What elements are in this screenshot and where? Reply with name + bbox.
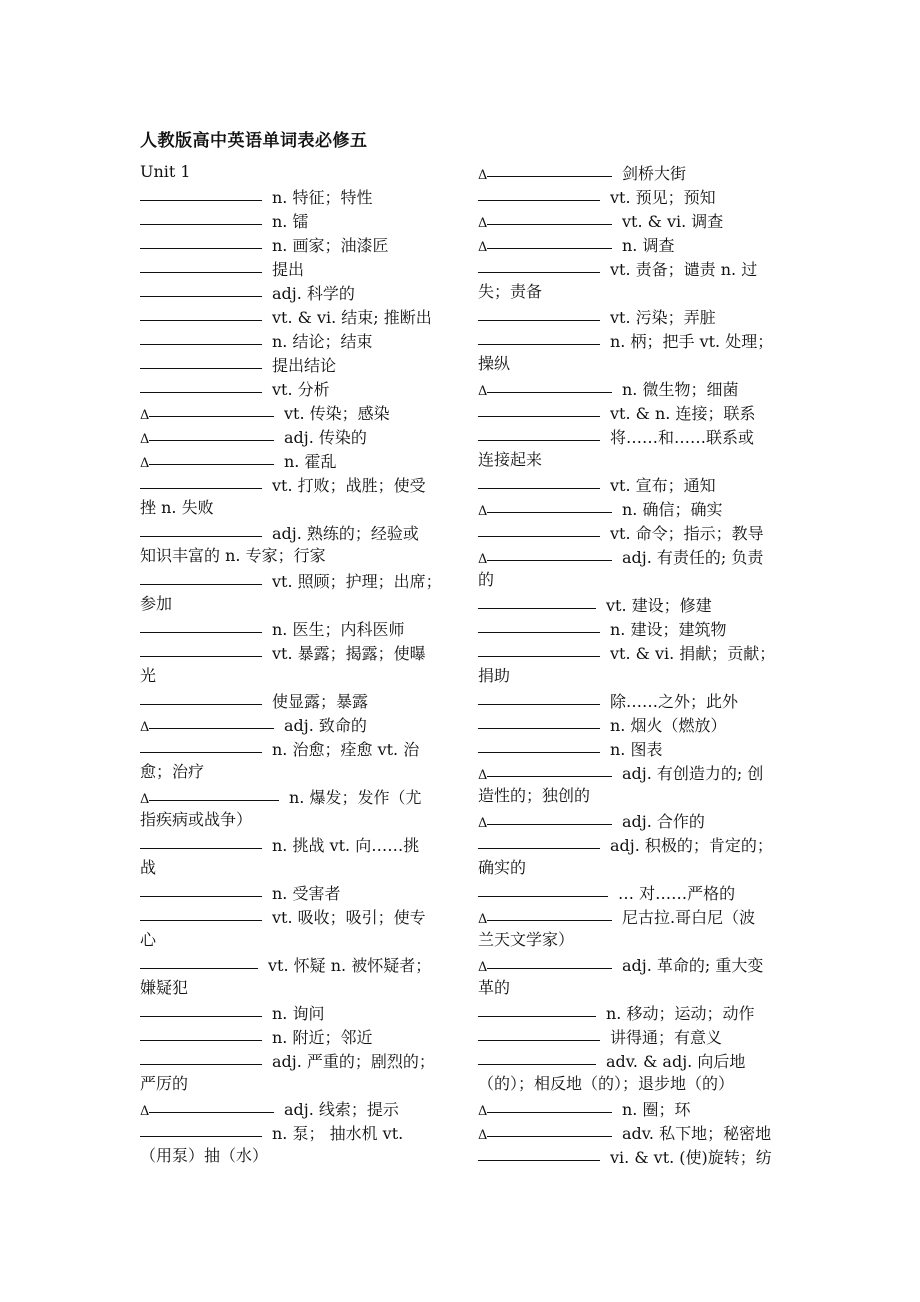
vocab-line: [140, 304, 445, 328]
vocab-definition: vt. 怀疑 n. 被怀疑者；: [268, 956, 432, 975]
answer-blank[interactable]: [140, 304, 262, 321]
answer-blank[interactable]: [478, 736, 600, 753]
answer-blank[interactable]: [140, 688, 262, 705]
triangle-mark-icon: Δ: [140, 408, 150, 423]
answer-blank[interactable]: [478, 304, 600, 321]
vocab-line: [478, 400, 783, 424]
answer-blank[interactable]: [140, 1000, 262, 1017]
vocab-line: [478, 448, 783, 472]
vocab-line: [478, 472, 783, 496]
triangle-mark-icon: Δ: [140, 432, 150, 447]
vocab-definition: n. 泵； 抽水机 vt.: [272, 1124, 404, 1143]
vocab-definition: 将……和……联系或: [610, 428, 755, 447]
vocab-line: [478, 328, 783, 352]
answer-blank[interactable]: [140, 616, 262, 633]
vocab-line: [140, 616, 445, 640]
answer-blank[interactable]: [478, 184, 600, 201]
vocab-definition: n. 附近；邻近: [272, 1028, 373, 1047]
page-title: 人教版高中英语单词表必修五: [140, 131, 368, 151]
vocab-definition: vt. 污染；弄脏: [610, 308, 716, 327]
triangle-mark-icon: Δ: [140, 1104, 150, 1119]
vocab-definition: n. 确信；确实: [622, 500, 723, 519]
vocab-line: [478, 904, 783, 928]
answer-blank[interactable]: [149, 424, 274, 441]
vocab-line: [478, 976, 783, 1000]
triangle-mark-icon: Δ: [478, 912, 488, 927]
vocab-line: [478, 280, 783, 304]
vocab-definition: 革的: [478, 978, 511, 997]
vocab-definition: 指疾病或战争）: [140, 810, 253, 829]
answer-blank[interactable]: [487, 760, 612, 777]
vocab-line: [140, 784, 445, 808]
vocab-definition: n. 询问: [272, 1004, 325, 1023]
vocab-definition: n. 调查: [622, 236, 675, 255]
vocab-definition: n. 爆发；发作（尤: [289, 788, 422, 807]
vocab-line: [140, 472, 445, 496]
answer-blank[interactable]: [140, 256, 262, 273]
vocab-definition: vt. 预见；预知: [610, 188, 716, 207]
triangle-mark-icon: Δ: [478, 504, 488, 519]
answer-blank[interactable]: [478, 880, 608, 897]
vocab-line: [140, 928, 445, 952]
answer-blank[interactable]: [149, 448, 274, 465]
answer-blank[interactable]: [140, 208, 262, 225]
vocab-line: [140, 856, 445, 880]
vocab-line: [140, 880, 445, 904]
answer-blank[interactable]: [478, 328, 600, 345]
vocab-definition: 使显露；暴露: [272, 692, 369, 711]
vocab-line: [140, 280, 445, 304]
vocab-line: [140, 568, 445, 592]
vocab-definition: n. 镭: [272, 212, 309, 231]
vocab-definition: n. 圈；环: [622, 1100, 691, 1119]
triangle-mark-icon: Δ: [140, 720, 150, 735]
vocab-definition: adj. 有责任的; 负责: [622, 548, 764, 567]
vocab-definition: adj. 合作的: [622, 812, 705, 831]
answer-blank[interactable]: [487, 1096, 612, 1113]
answer-blank[interactable]: [140, 1120, 262, 1137]
vocab-line: [140, 736, 445, 760]
vocab-definition: n. 柄；把手 vt. 处理；: [610, 332, 774, 351]
answer-blank[interactable]: [478, 1048, 596, 1065]
answer-blank[interactable]: [140, 328, 262, 345]
vocab-line: [140, 352, 445, 376]
vocab-definition: 愈；治疗: [140, 762, 205, 781]
vocab-line: [140, 904, 445, 928]
vocab-line: [478, 856, 783, 880]
answer-blank[interactable]: [487, 952, 612, 969]
vocab-line: [140, 400, 445, 424]
vocab-definition: 战: [140, 858, 157, 877]
answer-blank[interactable]: [140, 880, 262, 897]
vocab-line: [478, 1072, 783, 1096]
vocab-definition: vt. & vi. 捐献；贡献；: [610, 644, 776, 663]
vocab-line: [478, 232, 783, 256]
vocab-line: [140, 232, 445, 256]
vocab-definition: n. 医生；内科医师: [272, 620, 405, 639]
vocab-definition: （用泵）抽（水）: [140, 1146, 269, 1165]
vocab-definition: n. 烟火（燃放）: [610, 716, 727, 735]
vocab-definition: 造性的；独创的: [478, 786, 591, 805]
vocab-definition: n. 治愈；痊愈 vt. 治: [272, 740, 420, 759]
vocab-line: [140, 448, 445, 472]
answer-blank[interactable]: [140, 280, 262, 297]
vocab-line: [140, 976, 445, 1000]
answer-blank[interactable]: [140, 472, 262, 489]
triangle-mark-icon: Δ: [478, 816, 488, 831]
vocab-line: [140, 520, 445, 544]
vocab-definition: vt. & vi. 调查: [622, 212, 724, 231]
answer-blank[interactable]: [487, 544, 612, 561]
vocab-line: [478, 1120, 783, 1144]
vocab-line: [478, 784, 783, 808]
answer-blank[interactable]: [478, 616, 600, 633]
vocab-line: [478, 760, 783, 784]
vocab-line: [140, 544, 445, 568]
vocab-definition: （的）；相反地（的）；退步地（的）: [478, 1074, 735, 1093]
vocab-line: [478, 208, 783, 232]
vocab-line: [478, 664, 783, 688]
answer-blank[interactable]: [478, 1024, 600, 1041]
vocab-line: [140, 808, 445, 832]
answer-blank[interactable]: [478, 712, 600, 729]
vocab-line: [478, 952, 783, 976]
answer-blank[interactable]: [487, 376, 612, 393]
vocab-definition: Unit 1: [140, 162, 191, 181]
vocab-line: [478, 160, 783, 184]
vocab-definition: 嫌疑犯: [140, 978, 189, 997]
vocab-line: [478, 688, 783, 712]
vocab-definition: 光: [140, 666, 157, 685]
vocab-line: [140, 1120, 445, 1144]
answer-blank[interactable]: [149, 1096, 274, 1113]
vocab-definition: adj. 有创造力的; 创: [622, 764, 764, 783]
answer-blank[interactable]: [478, 256, 600, 273]
answer-blank[interactable]: [478, 424, 600, 441]
vocab-definition: 参加: [140, 594, 173, 613]
vocab-definition: n. 受害者: [272, 884, 341, 903]
vocab-line: [140, 256, 445, 280]
vocab-line: [478, 544, 783, 568]
vocab-definition: vt. & vi. 结束; 推断出: [272, 308, 432, 327]
vocab-line: [478, 352, 783, 376]
vocab-line: [140, 1000, 445, 1024]
vocab-definition: 尼古拉.哥白尼（波: [622, 908, 756, 927]
vocab-line: [140, 1024, 445, 1048]
vocab-definition: 心: [140, 930, 157, 949]
answer-blank[interactable]: [140, 352, 262, 369]
answer-blank[interactable]: [478, 520, 600, 537]
answer-blank[interactable]: [478, 832, 600, 849]
answer-blank[interactable]: [140, 640, 262, 657]
triangle-mark-icon: Δ: [478, 384, 488, 399]
triangle-mark-icon: Δ: [140, 792, 150, 807]
vocab-definition: adj. 科学的: [272, 284, 355, 303]
vocab-definition: 的: [478, 570, 495, 589]
answer-blank[interactable]: [140, 568, 262, 585]
vocab-line: [478, 736, 783, 760]
answer-blank[interactable]: [140, 832, 262, 849]
vocab-line: [140, 208, 445, 232]
vocab-definition: 提出结论: [272, 356, 337, 375]
vocab-definition: adj. 致命的: [284, 716, 367, 735]
vocab-definition: n. 画家；油漆匠: [272, 236, 389, 255]
vocab-definition: 挫 n. 失败: [140, 498, 214, 517]
vocab-definition: adv. 私下地；秘密地: [622, 1124, 772, 1143]
vocab-line: [478, 424, 783, 448]
vocab-line: [140, 496, 445, 520]
triangle-mark-icon: Δ: [478, 768, 488, 783]
vocab-definition: adj. 严重的；剧烈的；: [272, 1052, 435, 1071]
vocab-definition: vt. 传染；感染: [284, 404, 390, 423]
answer-blank[interactable]: [140, 376, 262, 393]
answer-blank[interactable]: [478, 640, 600, 657]
vocab-definition: 知识丰富的 n. 专家；行家: [140, 546, 326, 565]
vocab-definition: adj. 传染的: [284, 428, 367, 447]
vocab-definition: n. 图表: [610, 740, 663, 759]
vocab-line: [478, 616, 783, 640]
vocab-line: [478, 304, 783, 328]
vocab-definition: vt. 分析: [272, 380, 330, 399]
answer-blank[interactable]: [487, 808, 612, 825]
vocab-line: [478, 928, 783, 952]
vocab-line: [478, 1024, 783, 1048]
vocab-line: [140, 328, 445, 352]
answer-blank[interactable]: [149, 712, 274, 729]
vocab-definition: vt. 宣布；通知: [610, 476, 716, 495]
vocab-line: [478, 880, 783, 904]
vocab-definition: 兰天文学家）: [478, 930, 575, 949]
vocab-definition: vt. 建设；修建: [606, 596, 712, 615]
vocab-line: [478, 592, 783, 616]
answer-blank[interactable]: [487, 208, 612, 225]
vocab-line: [140, 688, 445, 712]
vocab-definition: n. 霍乱: [284, 452, 337, 471]
answer-blank[interactable]: [140, 904, 262, 921]
vocab-definition: 失；责备: [478, 282, 543, 301]
vocab-line: [478, 712, 783, 736]
vocab-line: [140, 1072, 445, 1096]
answer-blank[interactable]: [140, 1048, 262, 1065]
vocab-line: [140, 832, 445, 856]
answer-blank[interactable]: [140, 1024, 262, 1041]
vocab-definition: 讲得通；有意义: [610, 1028, 723, 1047]
vocab-definition: n. 特征；特性: [272, 188, 373, 207]
vocab-definition: adj. 积极的；肯定的；: [610, 836, 773, 855]
vocab-line: [140, 952, 445, 976]
vocab-line: [140, 184, 445, 208]
vocab-definition: adj. 线索；提示: [284, 1100, 399, 1119]
vocab-definition: vt. & n. 连接；联系: [610, 404, 756, 423]
answer-blank[interactable]: [487, 232, 612, 249]
vocab-line: [478, 1048, 783, 1072]
vocab-definition: 提出: [272, 260, 305, 279]
vocab-line: [478, 376, 783, 400]
vocab-line: [478, 1144, 783, 1168]
answer-blank[interactable]: [140, 952, 258, 969]
answer-blank[interactable]: [140, 232, 262, 249]
vocab-line: [478, 568, 783, 592]
vocab-line: [140, 760, 445, 784]
vocab-line: [478, 1096, 783, 1120]
answer-blank[interactable]: [487, 904, 612, 921]
vocab-line: [140, 592, 445, 616]
triangle-mark-icon: Δ: [478, 1104, 488, 1119]
answer-blank[interactable]: [478, 400, 600, 417]
triangle-mark-icon: Δ: [140, 456, 150, 471]
answer-blank[interactable]: [478, 688, 600, 705]
vocab-definition: vt. 吸收；吸引；使专: [272, 908, 426, 927]
vocab-definition: adj. 熟练的；经验或: [272, 524, 419, 543]
answer-blank[interactable]: [478, 1000, 596, 1017]
vocab-line: [478, 184, 783, 208]
vocab-line: [140, 1096, 445, 1120]
answer-blank[interactable]: [149, 400, 274, 417]
left-column: [140, 160, 445, 1168]
answer-blank[interactable]: [487, 496, 612, 513]
vocab-line: [140, 376, 445, 400]
answer-blank[interactable]: [487, 1120, 612, 1137]
vocab-definition: 剑桥大街: [622, 164, 687, 183]
vocab-definition: 确实的: [478, 858, 527, 877]
vocab-definition: n. 移动；运动；动作: [606, 1004, 755, 1023]
right-column: [478, 160, 783, 1168]
vocab-definition: vt. 暴露；揭露；使曝: [272, 644, 426, 663]
vocab-definition: adv. & adj. 向后地: [606, 1052, 746, 1071]
triangle-mark-icon: Δ: [478, 1128, 488, 1143]
vocab-line: [478, 520, 783, 544]
triangle-mark-icon: Δ: [478, 960, 488, 975]
vocab-definition: … 对……严格的: [618, 884, 736, 903]
triangle-mark-icon: Δ: [478, 552, 488, 567]
answer-blank[interactable]: [149, 784, 279, 801]
vocab-line: [478, 1000, 783, 1024]
vocab-definition: n. 建设；建筑物: [610, 620, 727, 639]
vocab-definition: n. 挑战 vt. 向……挑: [272, 836, 420, 855]
vocab-line: [140, 664, 445, 688]
answer-blank[interactable]: [140, 184, 262, 201]
vocab-definition: n. 结论；结束: [272, 332, 373, 351]
vocab-definition: vi. & vt. (使)旋转；纺: [610, 1148, 772, 1167]
answer-blank[interactable]: [478, 592, 596, 609]
vocab-line: [478, 496, 783, 520]
vocab-line: [140, 1144, 445, 1168]
answer-blank[interactable]: [478, 472, 600, 489]
answer-blank[interactable]: [140, 520, 262, 537]
vocab-definition: 捐助: [478, 666, 511, 685]
triangle-mark-icon: Δ: [478, 168, 488, 183]
vocab-line: [478, 832, 783, 856]
triangle-mark-icon: Δ: [478, 240, 488, 255]
answer-blank[interactable]: [487, 160, 612, 177]
vocab-definition: 连接起来: [478, 450, 543, 469]
vocab-definition: 操纵: [478, 354, 511, 373]
vocab-definition: vt. 责备；谴责 n. 过: [610, 260, 758, 279]
vocab-line: [478, 640, 783, 664]
vocab-line: [140, 424, 445, 448]
vocab-definition: adj. 革命的; 重大变: [622, 956, 764, 975]
answer-blank[interactable]: [478, 1144, 600, 1161]
vocab-definition: n. 微生物；细菌: [622, 380, 739, 399]
answer-blank[interactable]: [140, 736, 262, 753]
vocab-line: [478, 808, 783, 832]
vocab-definition: vt. 照顾；护理；出席；: [272, 572, 442, 591]
vocab-line: [140, 1048, 445, 1072]
vocab-line: [478, 256, 783, 280]
vocab-definition: 除……之外；此外: [610, 692, 739, 711]
triangle-mark-icon: Δ: [478, 216, 488, 231]
vocab-definition: vt. 打败；战胜；使受: [272, 476, 426, 495]
vocab-definition: vt. 命令；指示；教导: [610, 524, 764, 543]
vocab-line: [140, 640, 445, 664]
vocab-definition: 严厉的: [140, 1074, 189, 1093]
vocab-line: [140, 712, 445, 736]
vocab-line: [140, 160, 445, 184]
